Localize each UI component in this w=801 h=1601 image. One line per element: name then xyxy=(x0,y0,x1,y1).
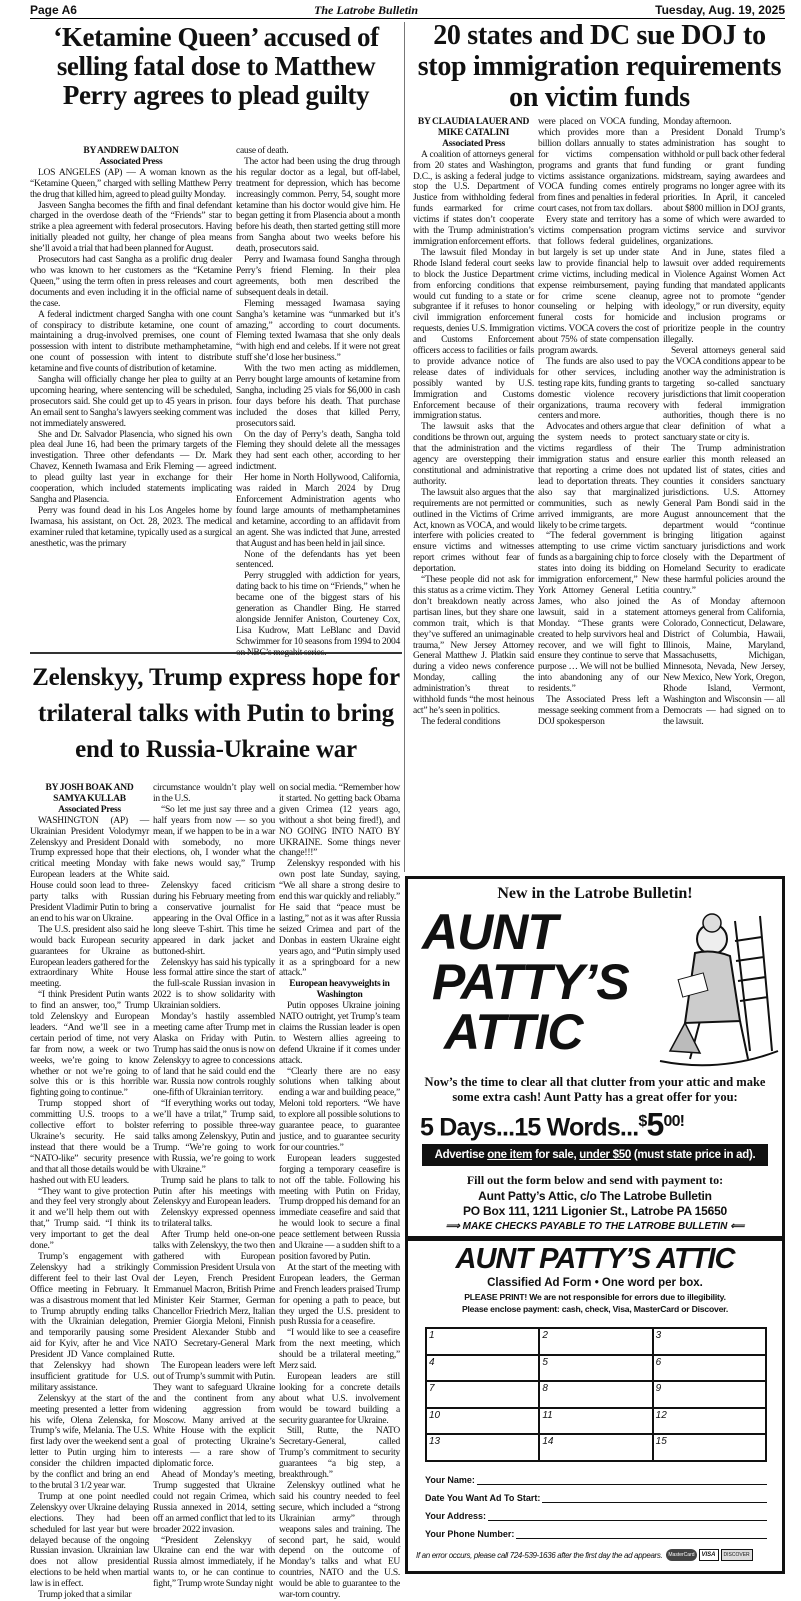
paragraph: Trump stopped short of committing U.S. troops to a collective effort to bolster Ukraine’s security. He said instead that there would be a “NATO-like” security presence and that all those details would be hashed out with EU leaders. xyxy=(30,1099,149,1186)
ad-offer: 5 Days...15 $Words...^{\$}5^{00!}$ xyxy=(420,1106,685,1143)
visa-icon: VISA xyxy=(699,1549,719,1561)
masthead: The Latrobe Bulletin xyxy=(314,2,419,17)
word-box[interactable]: 14 xyxy=(539,1434,652,1461)
start-date-field[interactable]: Date You Want Ad To Start: xyxy=(425,1493,767,1503)
phone-field[interactable]: Your Phone Number: xyxy=(425,1529,767,1539)
paragraph: Her home in North Hollywood, California, was raided in March 2024 by Drug Enforcement Administration agents who found large amounts of methamphetamines and ketamine, according to an affidavit from an agent. She was indicted that June, arrested that August and has been held in jail since. xyxy=(236,473,400,549)
ad-divider xyxy=(408,1236,782,1241)
paragraph: “The federal government is attempting to use crime victim funds as a bargaining chip to force states into doing its bidding on immigration enforcement,” New York Attorney General Letitia James, who also joined the lawsuit, said in a statement Monday. “These grants were created to help survivors heal and recover, and we will fight to ensure they continue to serve that purpose … We will not be bullied into abandoning any of our residents.” xyxy=(538,531,659,695)
word-box[interactable]: 10 xyxy=(426,1408,539,1435)
paragraph: Fleming messaged Iwamasa saying Sangha’s ketamine was “unmarked but it’s amazing,” according to court documents. Fleming texted Iwamasa that she only deals “with high end and celebs. If it were not great stuff she’d lose her business.” xyxy=(236,298,400,364)
paragraph: And in June, states filed a lawsuit over added requirements in Violence Against Women Act funding that mandated applicants agree not to promote “gender ideology,” or run diversity, equity and inclusion programs or prioritize people in the country illegally. xyxy=(663,247,785,346)
zelensky-headline: Zelenskyy, Trump express hope for trilateral talks with Putin to bring end to Russia-Ukraine war xyxy=(32,664,400,763)
payment-logos xyxy=(666,1549,752,1561)
paragraph: European leaders are still looking for a concrete details about what U.S. involvement would be toward building a security guarantee for Ukraine. xyxy=(279,1371,400,1426)
paragraph: Advocates and others argue that the system needs to protect victims regardless of their immigration status and ensure that reporting a crime does not lead to deportation threats. They also say that marginalized communities, such as newly arrived immigrants, are more likely to be crime targets. xyxy=(538,422,659,531)
doj-col-1 xyxy=(413,117,534,728)
word-box[interactable]: 8 xyxy=(539,1381,652,1408)
paragraph: President Donald Trump’s administration has sought to withhold or pull back other federal funding or grant funding midstream, saying awardees and programs no longer agree with its priorities. In April, it canceled about $800 million in DOJ grants, some of which were awarded to victims service and survivor organizations. xyxy=(663,127,785,247)
ad-kicker: New in the Latrobe Bulletin! xyxy=(497,885,693,902)
paragraph: The U.S. president also said he would back European security guarantees for Ukraine as European leaders gathered for the extraordinary White House meeting. xyxy=(30,924,149,990)
paragraph: European leaders suggested forging a temporary ceasefire is not off the table. Following his meeting with Putin on Friday, Trump dropped his demand for an immediate ceasefire and said that he would look to secure a final peace settlement between Russia and Ukraine — a sudden shift to a position favored by Putin. xyxy=(279,1153,400,1262)
issue-date: Tuesday, Aug. 19, 2025 xyxy=(655,3,785,17)
word-box[interactable]: 5 xyxy=(539,1355,652,1382)
paragraph: Trump’s engagement with Zelenskyy had a strikingly different feel to their last Oval Office meeting in February. It was a disastrous moment that led to Trump abruptly ending talks with the Ukrainian delegation, and temporarily pausing some aid for Kyiv, after he and Vice President JD Vance complained that Zelenskyy had shown insufficient gratitude for U.S. military assistance. xyxy=(30,1251,149,1393)
paragraph: Zelenskyy faced criticism during his February meeting from a conservative journalist for appearing in the Oval Office in a long sleeve T-shirt. This time he appeared in dark jacket and buttoned-shirt. xyxy=(153,881,275,957)
paragraph: “They want to give protection and they feel very strongly about it and we’ll help them out with that,” Trump said. “I think its very important to get the deal done.” xyxy=(30,1186,149,1252)
ad-terms-bar: Advertise one item for sale, under $50 (must state price in ad). xyxy=(422,1144,768,1166)
zelensky-col-1 xyxy=(30,783,149,1601)
paragraph: “President Zelenskyy of Ukraine can end the war with Russia almost immediately, if he wants to, or he can continue to fight,” Trump wrote Sunday night xyxy=(153,1535,275,1590)
section-divider xyxy=(30,652,402,654)
address-field[interactable]: Your Address: xyxy=(425,1511,767,1521)
word-box[interactable]: 13 xyxy=(426,1434,539,1461)
paragraph: The European leaders were left out of Trump’s summit with Putin. They want to safeguard Ukraine and the continent from any widening aggression from Moscow. Many arrived at the White House with the explicit goal of protecting Ukraine’s interests — a rare show of diplomatic force. xyxy=(153,1361,275,1470)
word-box[interactable]: 7 xyxy=(426,1381,539,1408)
name-field[interactable]: Your Name: xyxy=(425,1475,767,1485)
paragraph: The lawsuit also argues that the requirements are not permitted or outlined in the Victims of Crime Act, known as VOCA, and would interfere with policies created to ensure victims and witnesses report crimes without fear of deportation. xyxy=(413,487,534,575)
paragraph: “These people did not ask for this status as a crime victim. They don’t breakdown neatly across partisan lines, but they share one common trait, which is that they’ve suffered an unimaginable trauma,” New Jersey Attorney General Matthew J. Platkin said during a video news conference Monday, calling the administration’s threat to withhold funds “the most heinous act” he’s seen in politics. xyxy=(413,575,534,716)
paragraph: Trump joked that a similar xyxy=(38,1590,132,1601)
ketamine-col-1 xyxy=(30,146,232,550)
ketamine-headline: ‘Ketamine Queen’ accused of selling fatal dose to Matthew Perry agrees to plead guilty xyxy=(53,22,379,110)
word-box-grid xyxy=(425,1327,767,1462)
word-box[interactable]: 3 xyxy=(653,1328,766,1355)
ad-logo: AUNT PATTY’S ATTIC xyxy=(422,904,629,1060)
aunt-pattys-attic-ad xyxy=(405,876,785,1574)
column-divider xyxy=(404,22,405,872)
paragraph: “I think President Putin wants to find an answer, too,” Trump told Zelenskyy and European leaders. “And we’ll see in a certain period of time, not very far from now, a week or two weeks, we’re going to know whether or not we’re going to solve this or is this horrible fighting going to continue.” xyxy=(30,990,149,1099)
ad-address: Aunt Patty’s Attic, c/o The Latrobe Bulletin PO Box 111, 1211 Ligonier St., Latrobe PA 15650 xyxy=(462,1189,728,1218)
paragraph: On the day of Perry’s death, Sangha told Fleming they should delete all the messages they had sent each other, according to her indictment. xyxy=(236,429,400,473)
byline: BY ANDREW DALTON Associated Press xyxy=(83,146,179,167)
discover-icon: DISCOVER xyxy=(721,1549,753,1561)
paragraph: The funds are also used to pay for other services, including testing rape kits, funding grants to domestic violence recovery organizations, trauma recovery centers and more. xyxy=(538,356,659,422)
paragraph: were placed on VOCA funding, which provides more than a billion dollars annually to states for victims compensation programs and grants that fund victims assistance organizations. VOCA funding comes entirely from fines and penalties in federal court cases, not from tax dollars. xyxy=(538,117,659,215)
doj-col-3 xyxy=(663,117,785,728)
paragraph: cause of death. xyxy=(236,146,289,156)
subheading: European heavyweights in Washington xyxy=(289,979,390,1001)
page-header xyxy=(30,2,785,19)
paragraph: Zelenskyy expressed openness to trilateral talks. xyxy=(153,1208,275,1230)
form-notes: PLEASE PRINT! We are not responsible for errors due to illegibility. Please enclose payment: cash, check, Visa, MasterCard or Discover. xyxy=(461,1292,729,1314)
paragraph: “So let me just say three and a half years from now — so you mean, if we happen to be in a war with somebody, no more elections, oh, I wonder what the fake news would say,” Trump said. xyxy=(153,804,275,881)
paragraph: Monday afternoon. xyxy=(663,117,732,127)
byline: BY JOSH BOAK AND SAMYA KULLAB Associated Press xyxy=(45,783,134,815)
paragraph: on social media. “Remember how it started. No getting back Obama given Crimea (12 years ago, without a shot being fired!), and NO GOING INTO NATO BY UKRAINE. Some things never change!!!” xyxy=(279,783,400,859)
paragraph: “I would like to see a ceasefire from the next meeting, which should be a trilateral meeting,” Merz said. xyxy=(279,1328,400,1372)
paragraph: The federal conditions xyxy=(421,716,501,727)
paragraph: None of the defendants has yet been sentenced. xyxy=(236,549,400,571)
paragraph: Trump at one point needled Zelenskyy over Ukraine delaying elections. They had been scheduled for last year but were delayed because of the ongoing Russian invasion. Ukrainian law does not allow presidential elections to be held when martial law is in effect. xyxy=(30,1491,149,1590)
paragraph: Zelenskyy responded with his own post late Sunday, saying, “We all share a strong desire to end this war quickly and reliably.” He said that “peace must be lasting,” not as it was after Russia seized Crimea and part of the Donbas in eastern Ukraine eight years ago, and “Putin simply used it as a springboard for a new attack.” xyxy=(279,859,400,979)
paragraph: With the two men acting as middlemen, Perry bought large amounts of ketamine from Sangha, including 25 vials for $6,000 in cash four days before his death. That purchase included the doses that killed Perry, prosecutors said. xyxy=(236,364,400,429)
ad-fill-instructions: Fill out the form below and send with payment to: xyxy=(466,1173,724,1187)
paragraph: Perry was found dead in his Los Angeles home by Iwamasa, his assistant, on Oct. 28, 2023. The medical examiner ruled that ketamine, typically used as a surgical anesthetic, was the primary xyxy=(30,505,232,549)
mastercard-icon: MasterCard xyxy=(666,1549,696,1561)
paragraph: Zelenskyy has said his typically less formal attire since the start of the full-scale Russian invasion in 2022 is to show solidarity with Ukrainian soldiers. xyxy=(153,957,275,1012)
paragraph: Still, Rutte, the NATO Secretary-General, called Trump’s commitment to security guarantees “a big step, a breakthrough.” xyxy=(279,1426,400,1481)
paragraph: “Clearly there are no easy solutions when talking about ending a war and building peace,” Meloni told reporters. “We have to explore all possible solutions to guarantee peace, to guarantee justice, and to guarantee security for our countries.” xyxy=(279,1066,400,1153)
paragraph: Every state and territory has a victims compensation program that follows federal guidelines, but largely is set up under state law to provide financial help to crime victims, including medical expense reimbursement, paying for crime scene cleanup, counseling or helping with funeral costs for homicide victims. VOCA covers the cost of about 75% of state compensation program awards. xyxy=(538,215,659,357)
ad-footer: If an error occurs, please call 724-539-1636 after the first day the ad appears. xyxy=(416,1550,663,1560)
paragraph: Perry and Iwamasa found Sangha through Perry’s friend Fleming. In their plea agreements, both men described the subsequent deals in detail. xyxy=(236,255,400,298)
paragraph: As of Monday afternoon attorneys general from California, Colorado, Connecticut, Delaware, District of Columbia, Hawaii, Illinois, Maine, Maryland, Massachusetts, Michigan, Minnesota, Nevada, New Jersey, New Mexico, New York, Oregon, Rhode Island, Vermont, Washington and Wisconsin — all Democrats — had signed on to the lawsuit. xyxy=(663,596,785,727)
byline: BY CLAUDIA LAUER AND MIKE CATALINI Associated Press xyxy=(417,117,530,149)
word-box[interactable]: 12 xyxy=(653,1408,766,1435)
paragraph: A federal indictment charged Sangha with one count of conspiracy to distribute ketamine, one count of maintaining a drug-involved premises, one count of possession with intent to distribute methamphetamine, one count of possession with intent to distribute ketamine and five counts of distribution of ketamine. xyxy=(30,309,232,375)
paragraph: The lawsuit filed Monday in Rhode Island federal court seeks to block the Justice Department from enforcing conditions that would cut funding to a state or subgrantee if it refuses to honor civil immigration enforcement requests, denies U.S. Immigration and Customs Enforcement officers access to facilities or fails to provide advance notice of release dates of individuals possibly wanted by U.S. Immigration and Customs Enforcement because of their immigration status. xyxy=(413,247,534,422)
paragraph: Several attorneys general said the VOCA conditions appear to be another way the administration is targeting so-called sanctuary jurisdictions that limit cooperation with federal immigration authorities, though there is no clear definition of what a sanctuary state or city is. xyxy=(663,346,785,444)
word-box[interactable]: 15 xyxy=(653,1434,766,1461)
paragraph: Perry struggled with addiction for years, dating back to his time on “Friends,” when he became one of the biggest stars of his generation as Chandler Bing. He starred alongside Jennifer Aniston, Courteney Cox, Lisa Kudrow, Matt LeBlanc and David Schwimmer for 10 seasons from 1994 to 2004 xyxy=(236,571,400,647)
paragraph: At the start of the meeting with European leaders, the German and French leaders praised Trump for opening a path to peace, but they urged the U.S. president to push Russia for a ceasefire. xyxy=(279,1262,400,1328)
paragraph: circumstance wouldn’t play well in the U.S. xyxy=(153,783,275,804)
paragraph: She and Dr. Salvador Plasencia, who signed his own plea deal June 16, had been the primary targets of the investigation. Three other defendants — Dr. Mark Chavez, Kenneth Iwamasa and Erik Fleming — agreed to plead guilty last year in exchange for their cooperation, which included statements implicating Sangha and Plasencia. xyxy=(30,429,232,505)
page-number: Page A6 xyxy=(30,3,77,17)
paragraph: The lawsuit asks that the conditions be thrown out, arguing that the administration and the agency are overstepping their constitutional and administrative authority. xyxy=(413,422,534,487)
form-title: AUNT PATTY’S ATTIC xyxy=(455,1243,735,1275)
ad-checks-line: ⟹ MAKE CHECKS PAYABLE TO THE LATROBE BULLETIN ⟸ xyxy=(445,1221,745,1232)
paragraph: Zelenskyy at the start of the meeting presented a letter from his wife, Olena Zelenska, for Trump’s wife, Melania. The U.S. first lady over the weekend sent a letter to Putin urging him to consider the children impacted by the conflict and bring an end to the brutal 3 1/2 year war. xyxy=(30,1393,149,1491)
paragraph: The Associated Press left a message seeking comment from a DOJ spokesperson xyxy=(538,695,659,727)
paragraph: The actor had been using the drug through his regular doctor as a legal, but off-label, treatment for depression, which has become increasingly common. Perry, 54, sought more ketamine than his doctor would give him. He began getting it from Plasencia about a month before his death, then started getting still more from Sangha about two weeks before his death, prosecutors said. xyxy=(236,156,400,255)
ad-pitch: Now’s the time to clear all that clutter from your attic and make some extra cash! Aunt Patty has a great offer for you: xyxy=(424,1075,766,1104)
paragraph: Sangha will officially change her plea to guilty at an upcoming hearing, where sentencing will be scheduled, prosecutors said. She could get up to 45 years in prison. An email sent to Sangha’s lawyers seeking comment was not immediately answered. xyxy=(30,375,232,429)
paragraph: After Trump held one-on-one talks with Zelenskyy, the two then gathered with European Commission President Ursula von der Leyen, French President Emmanuel Macron, British Prime Minister Keir Starmer, German Chancellor Friedrich Merz, Italian Premier Giorgia Meloni, Finnish President Alexander Stubb and NATO Secretary-General Mark Rutte. xyxy=(153,1230,275,1361)
paragraph: Jasveen Sangha becomes the fifth and final defendant charged in the overdose death of the “Friends” star to strike a plea agreement with federal prosecutors. Having initially pleaded not guilty, her change of plea means she’ll avoid a trial that had been planned for August. xyxy=(30,200,232,255)
zelensky-col-3 xyxy=(279,783,400,1601)
word-box[interactable]: 2 xyxy=(539,1328,652,1355)
paragraph: Putin opposes Ukraine joining NATO outright, yet Trump’s team claims the Russian leader is open to Western allies agreeing to defend Ukraine if it comes under attack. xyxy=(279,1001,400,1066)
paragraph: The Trump administration earlier this month released an updated list of states, cities and counties it considers sanctuary jurisdictions. U.S. Attorney General Pam Bondi said in the August announcement that the department would “continue bringing litigation against sanctuary jurisdictions and work closely with the Department of Homeland Security to eradicate these harmful policies around the country.” xyxy=(663,444,785,596)
paragraph: WASHINGTON (AP) — Ukrainian President Volodymyr Zelenskyy and President Donald Trump expressed hope that their critical meeting Monday with European leaders at the White House could soon lead to three-party talks with Russian President Vladimir Putin to bring an end to his war on Ukraine. xyxy=(30,815,149,924)
ketamine-col-2 xyxy=(236,146,400,659)
zelensky-col-2 xyxy=(153,783,275,1590)
doj-col-2 xyxy=(538,117,659,728)
word-box[interactable]: 4 xyxy=(426,1355,539,1382)
ad-footer-row xyxy=(416,1549,776,1561)
paragraph: Monday’s hastily assembled meeting came after Trump met in Alaska on Friday with Putin. Trump has said the onus is now on Zelenskyy to agree to concessions of land that he said could end the war. Russia now controls roughly one-fifth of Ukrainian territory. xyxy=(153,1012,275,1099)
paragraph: A coalition of attorneys general from 20 states and Washington, D.C., is asking a federal judge to stop the U.S. Department of Justice from withholding federal funds earmarked for crime victims if states don’t cooperate with the Trump administration’s immigration enforcement efforts. xyxy=(413,149,534,247)
grandma-rocking-chair-illustration xyxy=(640,901,780,1071)
word-box[interactable]: 1 xyxy=(426,1328,539,1355)
paragraph: Zelenskyy outlined what he said his country needed to feel secure, which included a “strong Ukrainian army” through weapons sales and training. The second part, he said, would depend on the outcome of Monday’s talks and what EU countries, NATO and the U.S. would be able to guarantee to the war-torn country. xyxy=(279,1481,400,1601)
word-box[interactable]: 9 xyxy=(653,1381,766,1408)
paragraph: “If everything works out today, we’ll have a trilat,” Trump said, referring to possible three-way talks among Zelenskyy, Putin and Trump. “We’re going to work with Russia, we’re going to work with Ukraine.” xyxy=(153,1099,275,1175)
form-subtitle: Classified Ad Form • One word per box. xyxy=(487,1277,703,1289)
paragraph: Prosecutors had cast Sangha as a prolific drug dealer who was known to her customers as the “Ketamine Queen,” using the term often in press releases and court documents and even including it in the official name of the case. xyxy=(30,255,232,309)
paragraph: Ahead of Monday’s meeting, Trump suggested that Ukraine could not regain Crimea, which Russia annexed in 2014, setting off an armed conflict that led to its broader 2022 invasion. xyxy=(153,1470,275,1535)
word-box[interactable]: 11 xyxy=(539,1408,652,1435)
paragraph: Trump said he plans to talk to Putin after his meetings with Zelenskyy and European leaders. xyxy=(153,1175,275,1208)
doj-headline: 20 states and DC sue DOJ to stop immigration requirements on victim funds xyxy=(417,20,782,113)
paragraph: LOS ANGELES (AP) — A woman known as the “Ketamine Queen,” charged with selling Matthew Perry the drug that killed him, agreed to plead guilty Monday. xyxy=(30,167,232,200)
word-box[interactable]: 6 xyxy=(653,1355,766,1382)
